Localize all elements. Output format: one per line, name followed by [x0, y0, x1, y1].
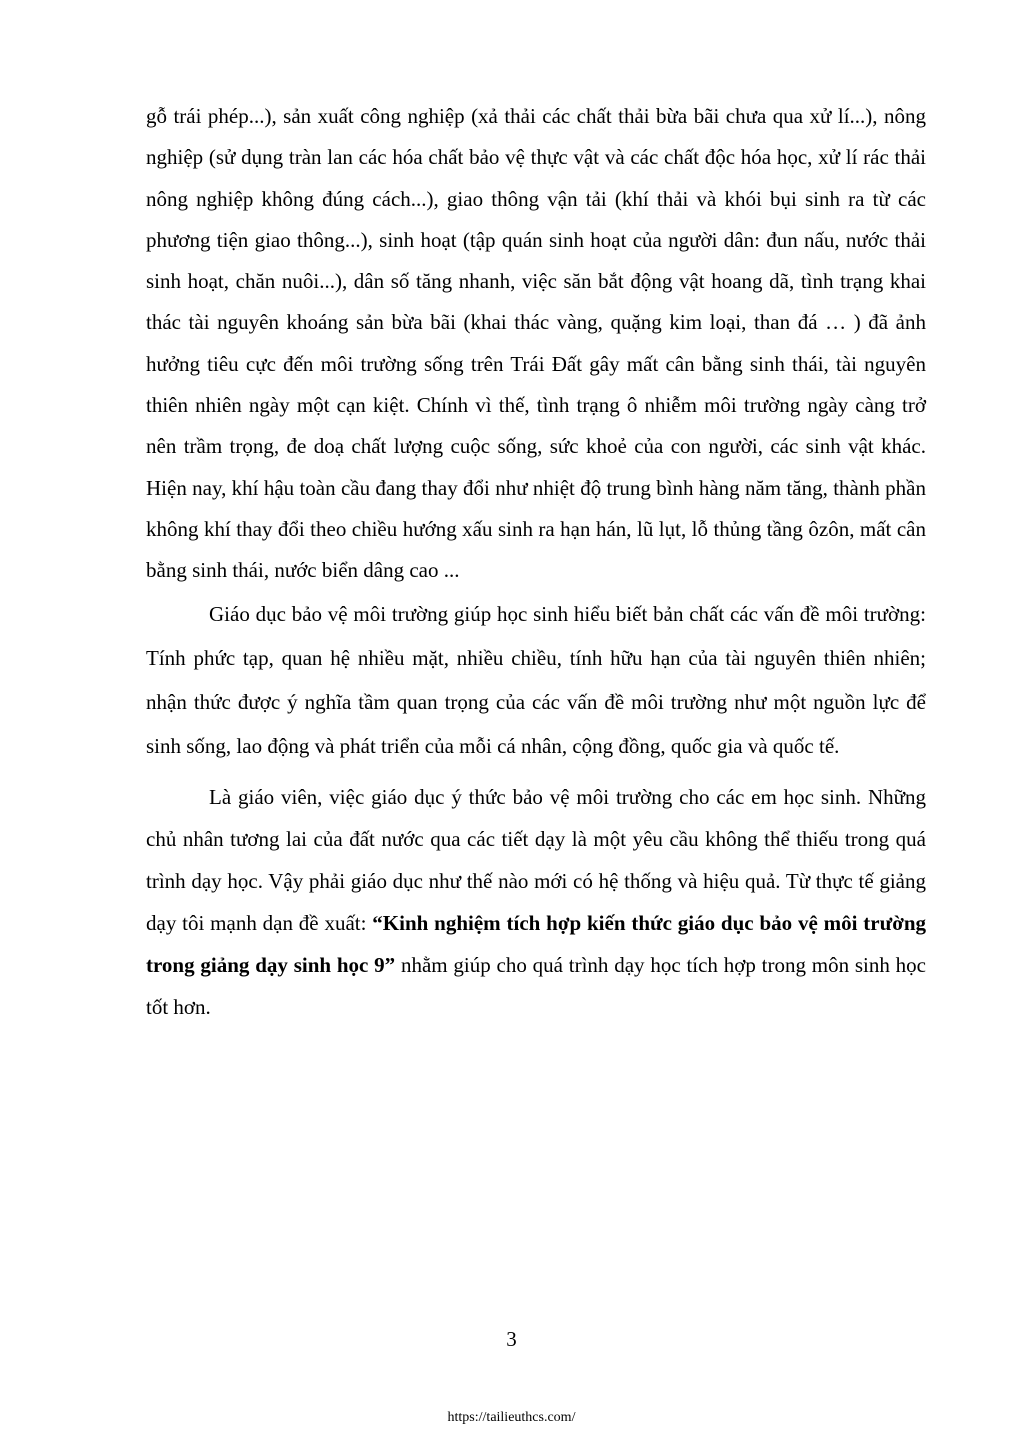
paragraph-teacher-proposal: [146, 776, 926, 1028]
proposal-closing-text: nhằm giúp cho quá trình dạy học tích hợp trong môn sinh học tốt hơn.: [146, 952, 927, 1019]
document-body: [146, 96, 926, 1028]
page-number: 3: [506, 1327, 517, 1351]
proposal-intro-text: Là giáo viên, việc giáo dục ý thức bảo vệ môi trường cho các em học sinh. Những chủ nhân tương lai của đất nước qua các tiết dạy là một yêu cầu không thể thiếu trong quá trình dạy học. Vậy phải giáo dục như thế nào mới có hệ thống và hiệu quả. Từ thực tế giảng dạy tôi mạnh dạn đề xuất:: [146, 784, 926, 935]
initiative-title: “Kinh nghiệm tích hợp kiến thức giáo dục bảo vệ môi trường trong giảng dạy sinh học 9”: [146, 910, 926, 977]
paragraph-environmental-education: Giáo dục bảo vệ môi trường giúp học sinh hiểu biết bản chất các vấn đề môi trường: Tính phức tạp, quan hệ nhiều mặt, nhiều chiều, tính hữu hạn của tài nguyên thiên nhiên; nhận thức được ý nghĩa tầm quan trọng của các vấn đề môi trường như một nguồn lực để sinh sống, lao động và phát triển của mỗi cá nhân, cộng đồng, quốc gia và quốc tế.: [146, 601, 926, 758]
paragraph-environmental-causes: gỗ trái phép...), sản xuất công nghiệp (xả thải các chất thải bừa bãi chưa qua xử lí...), nông nghiệp (sử dụng tràn lan các hóa chất bảo vệ thực vật và các chất độc hóa học, xử lí rác thải nông nghiệp không đúng cách...), giao thông vận tải (khí thải và khói bụi sinh ra từ các phương tiện giao thông...), sinh hoạt (tập quán sinh hoạt của người dân: đun nấu, nước thải sinh hoạt, chăn nuôi...), dân số tăng nhanh, việc săn bắt động vật hoang dã, tình trạng khai thác tài nguyên khoáng sản bừa bãi (khai thác vàng, quặng kim loại, than đá … ) đã ảnh hưởng tiêu cực đến môi trường sống trên Trái Đất gây mất cân bằng sinh thái, tài nguyên thiên nhiên ngày một cạn kiệt. Chính vì thế, tình trạng ô nhiễm môi trường ngày càng trở nên trầm trọng, đe doạ chất lượng cuộc sống, sức khoẻ của con người, các sinh vật khác. Hiện nay, khí hậu toàn cầu đang thay đổi như nhiệt độ trung bình hàng năm tăng, thành phần không khí thay đổi theo chiều hướng xấu sinh ra hạn hán, lũ lụt, lỗ thủng tầng ôzôn, mất cân bằng sinh thái, nước biển dâng cao ...: [146, 104, 926, 583]
footer-url: https://tailieuthcs.com/: [447, 1410, 576, 1425]
